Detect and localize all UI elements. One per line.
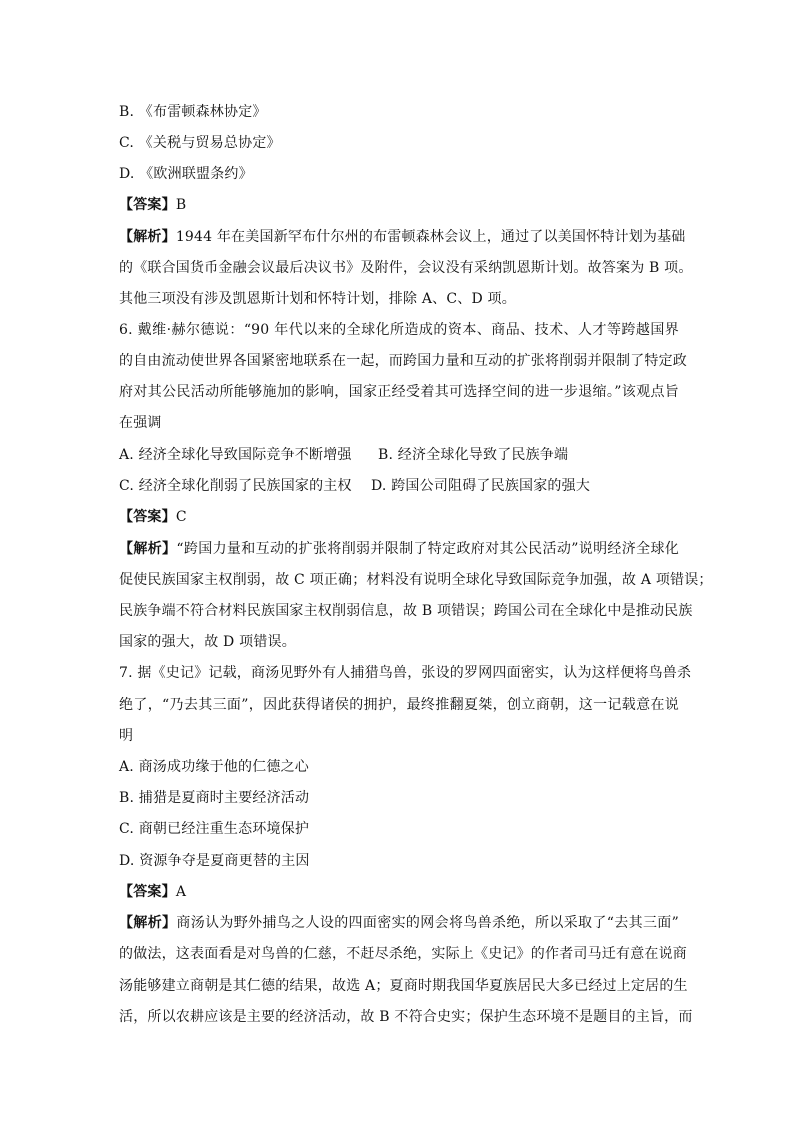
q5-analysis-text-1: 1944 年在美国新罕布什尔州的布雷顿森林会议上，通过了以美国怀特计划为基础 xyxy=(175,229,686,245)
q7-option-c: C. 商朝已经注重生态环境保护 xyxy=(119,821,310,837)
q6-stem-line-3: 府对其公民活动所能够施加的影响，国家正经受着其可选择空间的进一步退缩。”该观点旨 xyxy=(119,384,679,400)
q7-analysis-text-1: 商汤认为野外捕鸟之人设的四面密实的网会将鸟兽杀绝，所以采取了“去其三面” xyxy=(176,915,679,931)
q7-answer-tag: 【答案】 xyxy=(119,884,176,900)
q6-option-a: A. 经济全球化导致国际竞争不断增强 xyxy=(119,447,352,463)
q5-option-d: D. 《欧洲联盟条约》 xyxy=(119,166,253,182)
q5-analysis-line-2: 的《联合国货币金融会议最后决议书》及附件，会议没有采纳凯恩斯计划。故答案为 B 项。 xyxy=(119,260,693,276)
q7-stem-line-3: 明 xyxy=(119,728,134,744)
q7-analysis-line-4: 活，所以农耕应该是主要的经济活动，故 B 不符合史实；保护生态环境不是题目的主旨，而 xyxy=(119,1009,693,1025)
q7-answer xyxy=(119,882,679,902)
q7-analysis-line-2: 的做法，这表面看是对鸟兽的仁慈，不赶尽杀绝，实际上《史记》的作者司马迁有意在说商 xyxy=(119,946,687,962)
q5-analysis-tag: 【解析】 xyxy=(119,229,176,245)
q6-analysis-line-3: 民族争端不符合材料民族国家主权削弱信息，故 B 项错误；跨国公司在全球化中是推动民族 xyxy=(119,603,693,619)
q6-analysis-line-2: 促使民族国家主权削弱，故 C 项正确；材料没有说明全球化导致国际竞争加强，故 A 项错误； xyxy=(119,572,713,588)
q6-answer-value: C xyxy=(175,509,187,525)
q7-option-d: D. 资源争夺是夏商更替的主因 xyxy=(119,853,310,869)
q5-answer-tag: 【答案】 xyxy=(119,197,176,213)
q5-answer xyxy=(119,195,679,215)
q5-option-c: C. 《关税与贸易总协定》 xyxy=(119,135,281,151)
q6-option-d: D. 跨国公司阻碍了民族国家的强大 xyxy=(371,478,591,494)
q5-option-b: B. 《布雷顿森林协定》 xyxy=(119,104,267,120)
q6-answer-tag: 【答案】 xyxy=(119,509,176,525)
q6-analysis-line-1 xyxy=(119,539,679,559)
q6-option-c: C. 经济全球化削弱了民族国家的主权 xyxy=(119,478,352,494)
q6-analysis-text-1: “跨国力量和互动的扩张将削弱并限制了特定政府对其公民活动”说明经济全球化 xyxy=(176,541,679,557)
q6-analysis-tag: 【解析】 xyxy=(119,541,177,557)
q6-answer xyxy=(119,507,679,527)
q7-option-a: A. 商汤成功缘于他的仁德之心 xyxy=(119,759,310,775)
q5-analysis-line-3: 其他三项没有涉及凯恩斯计划和怀特计划，排除 A、C、D 项。 xyxy=(119,291,516,307)
q6-stem-line-2: 的自由流动使世界各国紧密地联系在一起，而跨国力量和互动的扩张将削弱并限制了特定政 xyxy=(119,353,687,369)
q6-options-row-1 xyxy=(119,445,679,465)
q6-option-b: B. 经济全球化导致了民族争端 xyxy=(378,447,569,463)
q6-analysis-line-4: 国家的强大，故 D 项错误。 xyxy=(119,634,296,650)
q7-answer-value: A xyxy=(175,884,187,900)
q5-answer-value: B xyxy=(175,197,187,213)
q6-stem-line-1: 6. 戴维·赫尔德说：“90 年代以来的全球化所造成的资本、商品、技术、人才等跨越国界 xyxy=(119,322,679,338)
q6-stem-line-4: 在强调 xyxy=(119,415,162,431)
q7-analysis-tag: 【解析】 xyxy=(119,915,177,931)
q7-stem-line-2: 绝了，“乃去其三面”，因此获得诸侯的拥护，最终推翻夏桀，创立商朝，这一记载意在说 xyxy=(119,697,679,713)
q6-options-row-2 xyxy=(119,476,679,496)
q7-analysis-line-3: 汤能够建立商朝是其仁德的结果，故选 A；夏商时期我国华夏族居民大多已经过上定居的生 xyxy=(119,978,688,994)
q7-analysis-line-1 xyxy=(119,913,679,933)
q5-analysis-line-1 xyxy=(119,227,686,247)
q7-option-b: B. 捕猎是夏商时主要经济活动 xyxy=(119,790,310,806)
q7-stem-line-1: 7. 据《史记》记载，商汤见野外有人捕猎鸟兽，张设的罗网四面密实，认为这样便将鸟兽杀 xyxy=(119,665,692,681)
